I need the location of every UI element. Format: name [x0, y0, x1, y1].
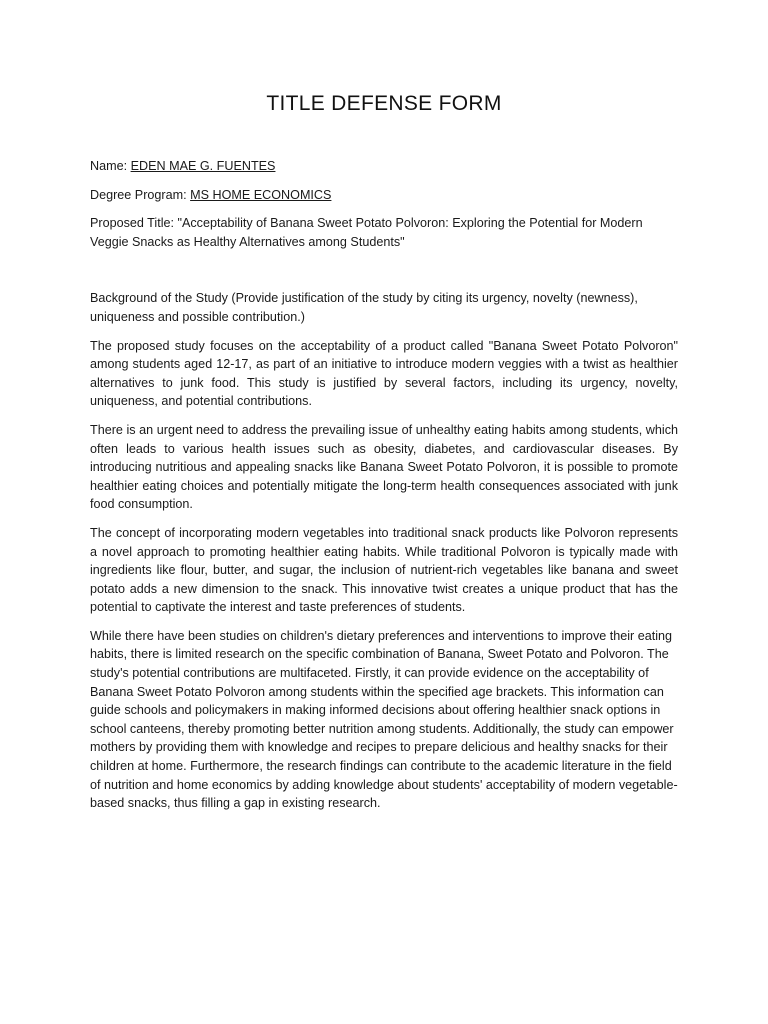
- name-label: Name:: [90, 159, 131, 173]
- paragraph: The concept of incorporating modern vegetables into traditional snack products like Polvoron represents a novel approach to promoting healthier eating habits. While traditional Polvoron is typically made with ingredients like flour, butter, and sugar, the inclusion of nutrient-rich vegetables like banana and sweet potato adds a new dimension to the snack. This innovative twist creates a unique product that has the potential to captivate the interest and taste preferences of students.: [90, 525, 678, 615]
- document-body: [90, 157, 678, 823]
- background-heading: Background of the Study (Provide justification of the study by citing its urgency, novelty (newness), uniqueness and possible contribution.): [90, 291, 638, 324]
- degree-field: [90, 186, 678, 205]
- page-title: TITLE DEFENSE FORM: [266, 92, 502, 115]
- degree-label: Degree Program:: [90, 187, 191, 202]
- paragraph: There is an urgent need to address the prevailing issue of unhealthy eating habits among students, which often leads to various health issues such as obesity, diabetes, and cardiovascular diseases. By introducing nutritious and appealing snacks like Banana Sweet Potato Polvoron, it is possible to promote healthier eating choices and potentially mitigate the long-term health consequences associated with junk food consumption.: [90, 422, 678, 512]
- degree-value: MS HOME ECONOMICS: [190, 187, 332, 202]
- name-value: EDEN MAE G. FUENTES: [130, 159, 276, 173]
- paragraph: While there have been studies on children's dietary preferences and interventions to improve their eating habits, there is limited research on the specific combination of Banana, Sweet Potato and Polvoron. The study's potential contributions are multifaceted. Firstly, it can provide evidence on the acceptability of Banana Sweet Potato Polvoron among students within the specified age brackets. This information can guide schools and policymakers in making informed decisions about offering healthier snack options in school canteens, thereby promoting better nutrition among students. Additionally, the study can empower mothers by providing them with knowledge and recipes to prepare delicious and healthy snacks for their children at home. Furthermore, the research findings can contribute to the academic literature in the field of nutrition and home economics by adding knowledge about students' acceptability of modern vegetable-based snacks, thus filling a gap in existing research.: [90, 628, 678, 811]
- name-field: [90, 157, 678, 176]
- proposed-title: Proposed Title: "Acceptability of Banana Sweet Potato Polvoron: Exploring the Potential for Modern Veggie Snacks as Healthy Alternatives among Students": [90, 216, 643, 249]
- paragraph: The proposed study focuses on the acceptability of a product called "Banana Sweet Potato Polvoron" among students aged 12-17, as part of an initiative to introduce modern veggies with a twist as healthier alternatives to junk food. This study is justified by several factors, including its urgency, novelty, uniqueness, and potential contributions.: [90, 338, 678, 409]
